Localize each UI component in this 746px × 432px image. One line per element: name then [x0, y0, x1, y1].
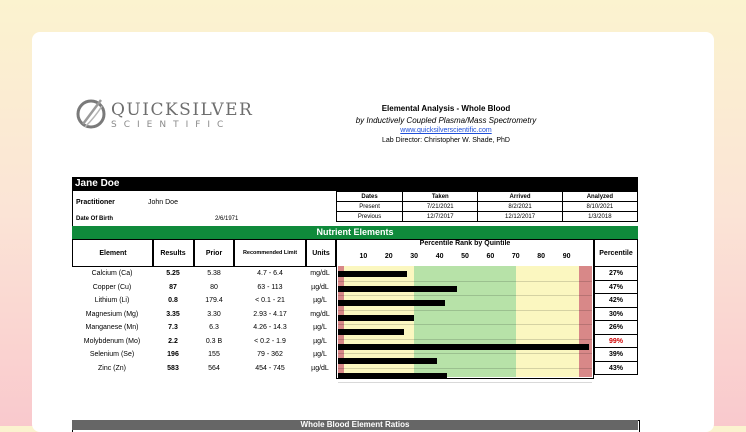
logo-name-top: QUICKSILVER — [111, 100, 254, 120]
units-value: µg/L — [313, 297, 327, 304]
lab-director: Lab Director: Christopher W. Shade, PhD — [381, 137, 510, 144]
elements-table — [72, 267, 338, 375]
table-row — [72, 321, 338, 335]
bar-row — [338, 296, 592, 311]
result-value: 87 — [169, 283, 177, 291]
percentile-value: 39% — [594, 348, 638, 362]
bar-row — [338, 311, 592, 326]
units-value: µg/dL — [311, 283, 329, 291]
dates-cell: 7/21/2021 — [403, 202, 478, 212]
units-value: µg/L — [313, 324, 327, 331]
col-header-results: Results — [152, 239, 194, 267]
result-value: 2.2 — [168, 337, 178, 345]
element-name: Molybdenum (Mo) — [83, 337, 141, 345]
percentile-bar — [338, 315, 414, 321]
percentile-bar — [338, 344, 589, 350]
col-header-prior: Prior — [194, 239, 234, 267]
recommended-limit: < 0.1 - 21 — [255, 297, 285, 304]
dates-cell: 1/3/2018 — [562, 212, 637, 222]
bar-row — [338, 267, 592, 282]
result-value: 0.8 — [168, 297, 178, 304]
dates-header: Analyzed — [562, 192, 637, 202]
units-value: µg/dL — [311, 364, 329, 372]
tick-label: 40 — [435, 253, 444, 260]
dates-cell: Present — [337, 202, 403, 212]
percentile-value: 43% — [594, 362, 638, 376]
recommended-limit: 4.26 - 14.3 — [253, 324, 287, 331]
bar-row — [338, 325, 592, 340]
element-name: Copper (Cu) — [92, 283, 132, 291]
table-row — [72, 308, 338, 322]
dob-label: Date Of Birth — [76, 216, 114, 222]
bar-row — [338, 282, 592, 297]
report-header — [312, 104, 580, 144]
col-header-units: Units — [306, 239, 336, 267]
recommended-limit: 4.7 - 6.4 — [257, 270, 283, 277]
dates-row-present — [337, 202, 638, 212]
tick-label: 60 — [486, 253, 495, 260]
tick-label: 70 — [511, 253, 520, 260]
dates-header-row — [337, 192, 638, 202]
tick-label: 30 — [410, 253, 419, 260]
col-header-recommended: Recommended Limit — [234, 239, 306, 267]
dates-cell: 8/10/2021 — [562, 202, 637, 212]
table-row — [72, 362, 338, 376]
prior-value: 80 — [210, 283, 218, 291]
recommended-limit: 454 - 745 — [255, 364, 285, 372]
percentile-value: 27% — [594, 267, 638, 281]
tick-label: 20 — [384, 253, 393, 260]
recommended-limit: < 0.2 - 1.9 — [254, 337, 286, 345]
ratios-section-title: Whole Blood Element Ratios — [72, 420, 638, 430]
element-name: Manganese (Mn) — [85, 324, 139, 331]
bar-row — [338, 354, 592, 369]
units-value: mg/dL — [310, 310, 330, 318]
dates-table — [336, 191, 638, 222]
result-value: 7.3 — [168, 324, 178, 331]
dates-cell: 8/2/2021 — [478, 202, 562, 212]
element-name: Selenium (Se) — [89, 351, 135, 358]
bar-row — [338, 369, 592, 384]
dob-value: 2/6/1971 — [215, 216, 239, 222]
report-sheet — [32, 32, 714, 432]
table-row — [72, 335, 338, 349]
tick-label: 90 — [562, 253, 571, 260]
prior-value: 0.3 B — [205, 337, 223, 345]
chart-title: Percentile Rank by Quintile — [419, 240, 511, 247]
prior-value: 3.30 — [207, 310, 221, 318]
dates-cell: 12/7/2017 — [403, 212, 478, 222]
recommended-limit: 79 - 362 — [257, 351, 283, 358]
percentile-bar — [338, 329, 404, 335]
element-name: Magnesium (Mg) — [85, 310, 139, 318]
percentile-value: 42% — [594, 294, 638, 308]
table-row — [72, 267, 338, 281]
chart-tick-labels — [336, 253, 594, 263]
practitioner-label: Practitioner — [76, 199, 115, 206]
tick-label: 80 — [537, 253, 546, 260]
units-value: µg/L — [313, 351, 327, 358]
prior-value: 155 — [208, 351, 220, 358]
units-value: mg/dL — [310, 270, 330, 277]
report-title: Elemental Analysis - Whole Blood — [381, 104, 511, 113]
table-row — [72, 348, 338, 362]
result-value: 583 — [167, 364, 179, 372]
percentile-bars — [338, 267, 592, 383]
table-row — [72, 294, 338, 308]
logo-emblem-icon — [75, 94, 107, 134]
percentile-column — [594, 267, 638, 375]
dates-header: Dates — [337, 192, 403, 202]
element-name: Lithium (Li) — [94, 297, 130, 304]
percentile-bar — [338, 373, 447, 379]
dates-header: Arrived — [478, 192, 562, 202]
dates-header: Taken — [403, 192, 478, 202]
element-name: Calcium (Ca) — [91, 270, 133, 277]
result-value: 5.25 — [166, 270, 180, 277]
prior-value: 5.38 — [207, 270, 221, 277]
result-value: 196 — [167, 351, 179, 358]
percentile-bar — [338, 286, 457, 292]
tick-label: 10 — [359, 253, 368, 260]
bar-row — [338, 340, 592, 355]
practitioner-value: John Doe — [148, 199, 178, 206]
table-row — [72, 281, 338, 295]
percentile-bar — [338, 300, 445, 306]
patient-info — [72, 191, 337, 227]
report-subtitle: by Inductively Coupled Plasma/Mass Spectrometry — [355, 116, 537, 125]
website-link[interactable]: www.quicksilverscientific.com — [400, 127, 492, 134]
logo-name-bottom: SCIENTIFIC — [111, 120, 231, 130]
prior-value: 6.3 — [209, 324, 219, 331]
element-name: Zinc (Zn) — [98, 364, 126, 372]
result-value: 3.35 — [166, 310, 180, 318]
col-header-element: Element — [72, 239, 154, 267]
recommended-limit: 2.93 - 4.17 — [253, 310, 287, 318]
dates-cell: Previous — [337, 212, 403, 222]
percentile-value: 99% — [594, 335, 638, 349]
percentile-value: 30% — [594, 308, 638, 322]
percentile-bar — [338, 358, 437, 364]
section-title: Nutrient Elements — [72, 226, 638, 239]
company-logo — [75, 94, 254, 134]
units-value: µg/L — [313, 337, 327, 345]
dates-row-previous — [337, 212, 638, 222]
prior-value: 564 — [208, 364, 220, 372]
dates-cell: 12/12/2017 — [478, 212, 562, 222]
percentile-value: 26% — [594, 321, 638, 335]
tick-label: 50 — [461, 253, 469, 260]
recommended-limit: 63 - 113 — [257, 283, 283, 291]
prior-value: 179.4 — [205, 297, 223, 304]
col-header-percentile: Percentile — [594, 239, 638, 267]
percentile-bar — [338, 271, 407, 277]
patient-name: Jane Doe — [72, 177, 638, 191]
percentile-value: 47% — [594, 281, 638, 295]
